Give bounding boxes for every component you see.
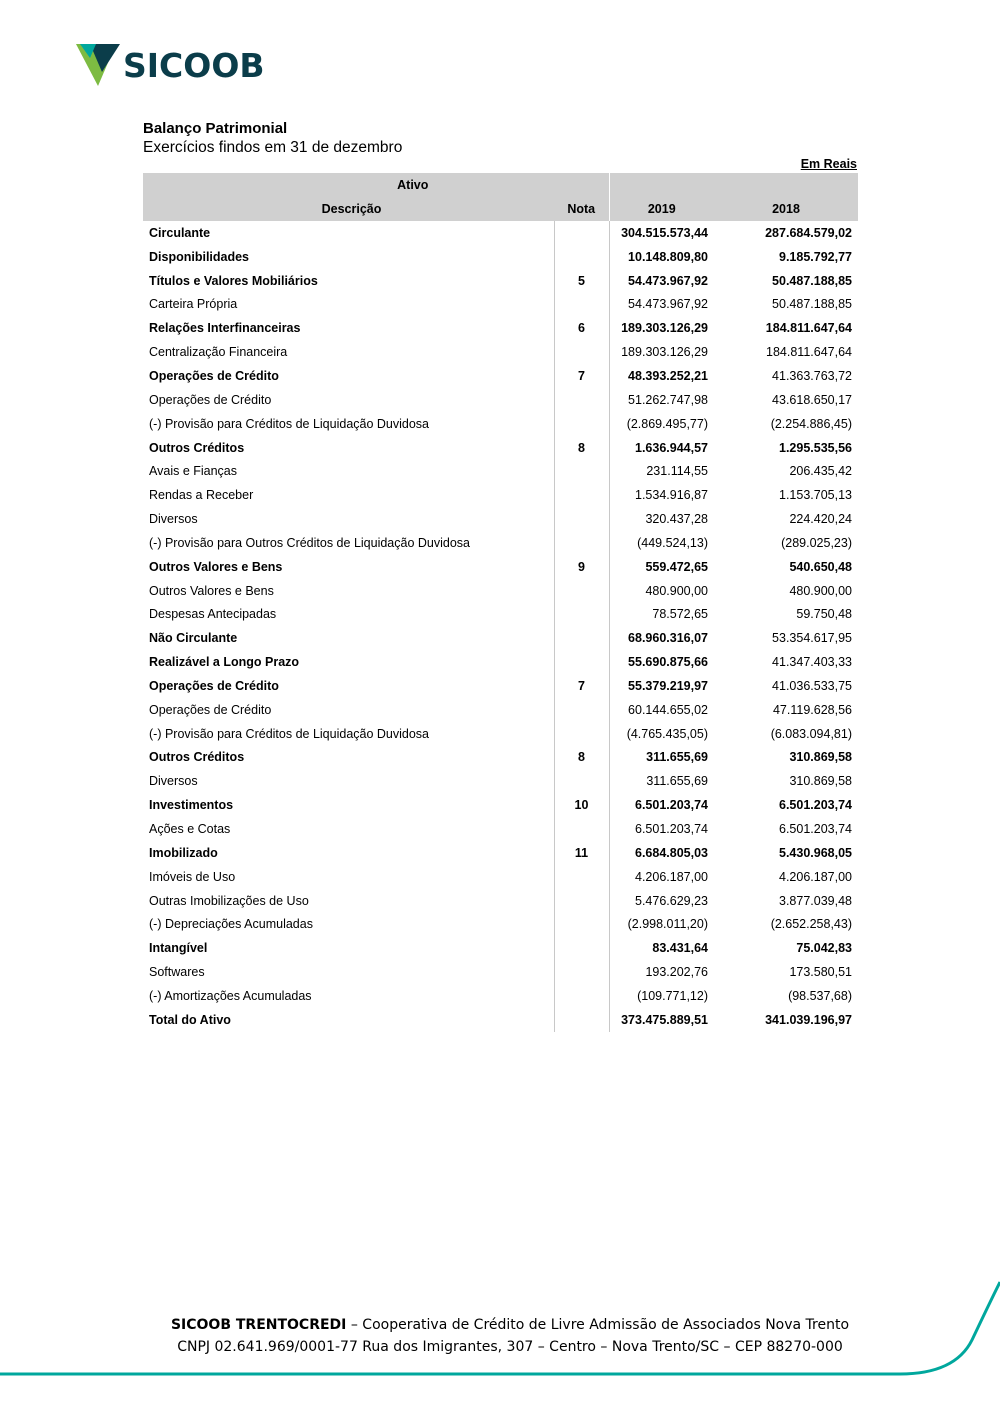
row-value-2019: 1.636.944,57 bbox=[635, 440, 708, 455]
group-header-ativo: Ativo bbox=[143, 173, 609, 197]
row-value-2018: 184.811.647,64 bbox=[766, 345, 852, 360]
row-nota bbox=[554, 960, 609, 984]
row-nota bbox=[554, 936, 609, 960]
row-nota: 9 bbox=[554, 555, 609, 579]
row-value-2018: 173.580,51 bbox=[789, 965, 852, 980]
column-header-nota: Nota bbox=[554, 197, 609, 221]
row-description: Investimentos bbox=[143, 793, 554, 817]
row-value-2018: 41.347.403,33 bbox=[772, 655, 852, 670]
footer-company: SICOOB TRENTOCREDI bbox=[170, 1317, 347, 1333]
row-value-2018: 5.430.968,05 bbox=[779, 845, 852, 860]
row-nota bbox=[554, 650, 609, 674]
row-value-2019: 6.501.203,74 bbox=[635, 798, 708, 813]
row-value-2018: 9.185.792,77 bbox=[779, 249, 852, 264]
row-value-2019: 10.148.809,80 bbox=[628, 249, 708, 264]
table-row bbox=[143, 436, 858, 460]
row-description: Não Circulante bbox=[143, 626, 554, 650]
row-value-2019: 4.206.187,00 bbox=[635, 869, 708, 884]
row-description: Relações Interfinanceiras bbox=[143, 316, 554, 340]
table-row bbox=[143, 746, 858, 770]
row-nota: 8 bbox=[554, 436, 609, 460]
table-row bbox=[143, 388, 858, 412]
row-value-2018: 1.295.535,56 bbox=[779, 440, 852, 455]
row-value-2019: 55.379.219,97 bbox=[628, 678, 708, 693]
row-description: Carteira Própria bbox=[143, 293, 554, 317]
row-value-2019: (109.771,12) bbox=[637, 988, 708, 1003]
row-value-2018: 6.501.203,74 bbox=[779, 822, 852, 837]
row-description: Imobilizado bbox=[143, 841, 554, 865]
row-description: Títulos e Valores Mobiliários bbox=[143, 269, 554, 293]
row-description: Diversos bbox=[143, 769, 554, 793]
row-value-2019: 559.472,65 bbox=[645, 559, 708, 574]
row-nota bbox=[554, 483, 609, 507]
table-row bbox=[143, 698, 858, 722]
row-description: Total do Ativo bbox=[143, 1008, 554, 1032]
row-value-2018: 224.420,24 bbox=[789, 512, 852, 527]
table-row bbox=[143, 531, 858, 555]
footer-company-desc: – Cooperativa de Crédito de Livre Admissão de Associados Nova Trento bbox=[346, 1317, 850, 1333]
row-nota bbox=[554, 698, 609, 722]
row-value-2019: 54.473.967,92 bbox=[628, 273, 708, 288]
row-value-2018: (6.083.094,81) bbox=[770, 726, 852, 741]
row-value-2019: (449.524,13) bbox=[637, 535, 708, 550]
row-description: Operações de Crédito bbox=[143, 698, 554, 722]
row-value-2019: 311.655,69 bbox=[646, 750, 708, 765]
row-value-2019: 5.476.629,23 bbox=[635, 893, 708, 908]
table-row bbox=[143, 793, 858, 817]
row-value-2019: 83.431,64 bbox=[652, 941, 708, 956]
table-row bbox=[143, 412, 858, 436]
table-row bbox=[143, 316, 858, 340]
row-value-2019: 78.572,65 bbox=[652, 607, 708, 622]
row-nota: 6 bbox=[554, 316, 609, 340]
row-description: Avais e Fianças bbox=[143, 459, 554, 483]
row-nota bbox=[554, 221, 609, 245]
row-value-2019: 68.960.316,07 bbox=[628, 631, 708, 646]
table-row bbox=[143, 507, 858, 531]
units-label: Em Reais bbox=[800, 157, 857, 171]
table-row bbox=[143, 960, 858, 984]
row-nota bbox=[554, 912, 609, 936]
row-description: Ações e Cotas bbox=[143, 817, 554, 841]
row-value-2018: 75.042,83 bbox=[796, 941, 852, 956]
table-row bbox=[143, 269, 858, 293]
row-value-2019: 320.437,28 bbox=[645, 512, 708, 527]
row-description: Softwares bbox=[143, 960, 554, 984]
table-row bbox=[143, 245, 858, 269]
row-description: Realizável a Longo Prazo bbox=[143, 650, 554, 674]
row-value-2019: 231.114,55 bbox=[646, 464, 708, 479]
row-nota bbox=[554, 388, 609, 412]
logo-text: SICOOB bbox=[123, 46, 265, 85]
row-nota bbox=[554, 769, 609, 793]
table-row bbox=[143, 579, 858, 603]
row-nota bbox=[554, 626, 609, 650]
row-value-2019: 304.515.573,44 bbox=[621, 225, 708, 240]
row-nota bbox=[554, 579, 609, 603]
row-description: Despesas Antecipadas bbox=[143, 603, 554, 627]
table-row bbox=[143, 603, 858, 627]
row-description: Intangível bbox=[143, 936, 554, 960]
table-row bbox=[143, 555, 858, 579]
row-nota bbox=[554, 984, 609, 1008]
row-value-2018: 3.877.039,48 bbox=[779, 893, 852, 908]
table-row bbox=[143, 221, 858, 245]
row-value-2019: 6.501.203,74 bbox=[635, 822, 708, 837]
row-value-2018: 6.501.203,74 bbox=[779, 798, 852, 813]
row-value-2018: 59.750,48 bbox=[796, 607, 852, 622]
table-row bbox=[143, 650, 858, 674]
row-value-2019: 6.684.805,03 bbox=[635, 845, 708, 860]
row-description: Operações de Crédito bbox=[143, 674, 554, 698]
row-description: Outros Créditos bbox=[143, 436, 554, 460]
row-value-2018: 480.900,00 bbox=[789, 583, 852, 598]
row-nota: 7 bbox=[554, 364, 609, 388]
row-nota: 8 bbox=[554, 746, 609, 770]
row-value-2018: (2.254.886,45) bbox=[770, 416, 852, 431]
row-nota: 11 bbox=[554, 841, 609, 865]
row-value-2018: 341.039.196,97 bbox=[765, 1012, 852, 1027]
row-description: (-) Provisão para Créditos de Liquidação Duvidosa bbox=[143, 412, 554, 436]
column-header-2018: 2018 bbox=[714, 197, 858, 221]
row-description: Imóveis de Uso bbox=[143, 865, 554, 889]
row-value-2018: 50.487.188,85 bbox=[772, 297, 852, 312]
page-subtitle: Exercícios findos em 31 de dezembro bbox=[143, 139, 403, 156]
table-row bbox=[143, 912, 858, 936]
row-value-2018: 1.153.705,13 bbox=[779, 488, 852, 503]
table-row bbox=[143, 769, 858, 793]
table-row bbox=[143, 936, 858, 960]
row-value-2019: 189.303.126,29 bbox=[621, 321, 708, 336]
row-value-2019: 48.393.252,21 bbox=[628, 368, 708, 383]
row-nota bbox=[554, 722, 609, 746]
row-value-2019: (2.998.011,20) bbox=[627, 917, 708, 932]
row-value-2019: (2.869.495,77) bbox=[626, 416, 708, 431]
table-row bbox=[143, 984, 858, 1008]
row-nota bbox=[554, 507, 609, 531]
row-description: Rendas a Receber bbox=[143, 483, 554, 507]
footer-line-2: CNPJ 02.641.969/0001-77 Rua dos Imigrantes, 307 – Centro – Nova Trento/SC – CEP 88270-000 bbox=[177, 1339, 843, 1355]
row-value-2018: 41.363.763,72 bbox=[772, 368, 852, 383]
table-row bbox=[143, 626, 858, 650]
row-nota bbox=[554, 1008, 609, 1032]
row-description: Diversos bbox=[143, 507, 554, 531]
row-value-2018: (2.652.258,43) bbox=[770, 917, 852, 932]
row-nota bbox=[554, 459, 609, 483]
table-row bbox=[143, 293, 858, 317]
footer bbox=[0, 1314, 1000, 1358]
row-nota bbox=[554, 603, 609, 627]
footer-line-1 bbox=[0, 1314, 1000, 1336]
row-value-2019: 480.900,00 bbox=[645, 583, 708, 598]
row-value-2019: 311.655,69 bbox=[646, 774, 708, 789]
row-value-2018: 184.811.647,64 bbox=[765, 321, 852, 336]
row-value-2019: 193.202,76 bbox=[645, 965, 708, 980]
column-header-description: Descrição bbox=[143, 197, 554, 221]
row-description: (-) Amortizações Acumuladas bbox=[143, 984, 554, 1008]
row-value-2018: 206.435,42 bbox=[789, 464, 852, 479]
table-row bbox=[143, 841, 858, 865]
row-nota bbox=[554, 817, 609, 841]
table-row bbox=[143, 865, 858, 889]
row-nota: 7 bbox=[554, 674, 609, 698]
row-value-2018: 41.036.533,75 bbox=[772, 678, 852, 693]
table-row bbox=[143, 1008, 858, 1032]
balance-sheet-body bbox=[143, 221, 858, 1032]
row-description: (-) Provisão para Créditos de Liquidação Duvidosa bbox=[143, 722, 554, 746]
row-nota bbox=[554, 245, 609, 269]
page-title: Balanço Patrimonial bbox=[143, 120, 288, 137]
row-nota bbox=[554, 865, 609, 889]
row-value-2018: 43.618.650,17 bbox=[772, 392, 852, 407]
table-row bbox=[143, 340, 858, 364]
row-value-2019: 1.534.916,87 bbox=[635, 488, 708, 503]
table-row bbox=[143, 722, 858, 746]
row-nota: 10 bbox=[554, 793, 609, 817]
table-row bbox=[143, 817, 858, 841]
row-value-2018: 287.684.579,02 bbox=[765, 225, 852, 240]
row-value-2018: 310.869,58 bbox=[789, 774, 852, 789]
row-description: (-) Depreciações Acumuladas bbox=[143, 912, 554, 936]
row-value-2018: 53.354.617,95 bbox=[772, 631, 852, 646]
row-value-2018: 540.650,48 bbox=[789, 559, 852, 574]
row-value-2019: 55.690.875,66 bbox=[628, 655, 708, 670]
row-description: Outros Valores e Bens bbox=[143, 555, 554, 579]
row-nota bbox=[554, 293, 609, 317]
row-description: Outras Imobilizações de Uso bbox=[143, 889, 554, 913]
table-row bbox=[143, 889, 858, 913]
row-description: Operações de Crédito bbox=[143, 364, 554, 388]
row-description: Operações de Crédito bbox=[143, 388, 554, 412]
row-value-2019: 60.144.655,02 bbox=[628, 702, 708, 717]
row-value-2018: (98.537,68) bbox=[788, 988, 852, 1003]
row-description: Outros Valores e Bens bbox=[143, 579, 554, 603]
table-row bbox=[143, 459, 858, 483]
row-nota: 5 bbox=[554, 269, 609, 293]
row-value-2018: (289.025,23) bbox=[781, 535, 852, 550]
row-value-2018: 310.869,58 bbox=[789, 750, 852, 765]
row-description: Outros Créditos bbox=[143, 746, 554, 770]
row-value-2019: 189.303.126,29 bbox=[621, 345, 708, 360]
row-nota bbox=[554, 340, 609, 364]
row-value-2019: 373.475.889,51 bbox=[621, 1012, 708, 1027]
row-description: (-) Provisão para Outros Créditos de Liquidação Duvidosa bbox=[143, 531, 554, 555]
table-row bbox=[143, 364, 858, 388]
balance-sheet-table bbox=[143, 173, 858, 1032]
column-header-2019: 2019 bbox=[609, 197, 714, 221]
row-nota bbox=[554, 531, 609, 555]
row-value-2019: 51.262.747,98 bbox=[628, 392, 708, 407]
row-value-2019: (4.765.435,05) bbox=[626, 726, 708, 741]
row-description: Circulante bbox=[143, 221, 554, 245]
table-row bbox=[143, 674, 858, 698]
table-row bbox=[143, 483, 858, 507]
row-value-2019: 54.473.967,92 bbox=[628, 297, 708, 312]
row-description: Disponibilidades bbox=[143, 245, 554, 269]
row-value-2018: 47.119.628,56 bbox=[772, 702, 852, 717]
row-nota bbox=[554, 412, 609, 436]
row-value-2018: 4.206.187,00 bbox=[779, 869, 852, 884]
row-value-2018: 50.487.188,85 bbox=[772, 273, 852, 288]
row-nota bbox=[554, 889, 609, 913]
row-description: Centralização Financeira bbox=[143, 340, 554, 364]
